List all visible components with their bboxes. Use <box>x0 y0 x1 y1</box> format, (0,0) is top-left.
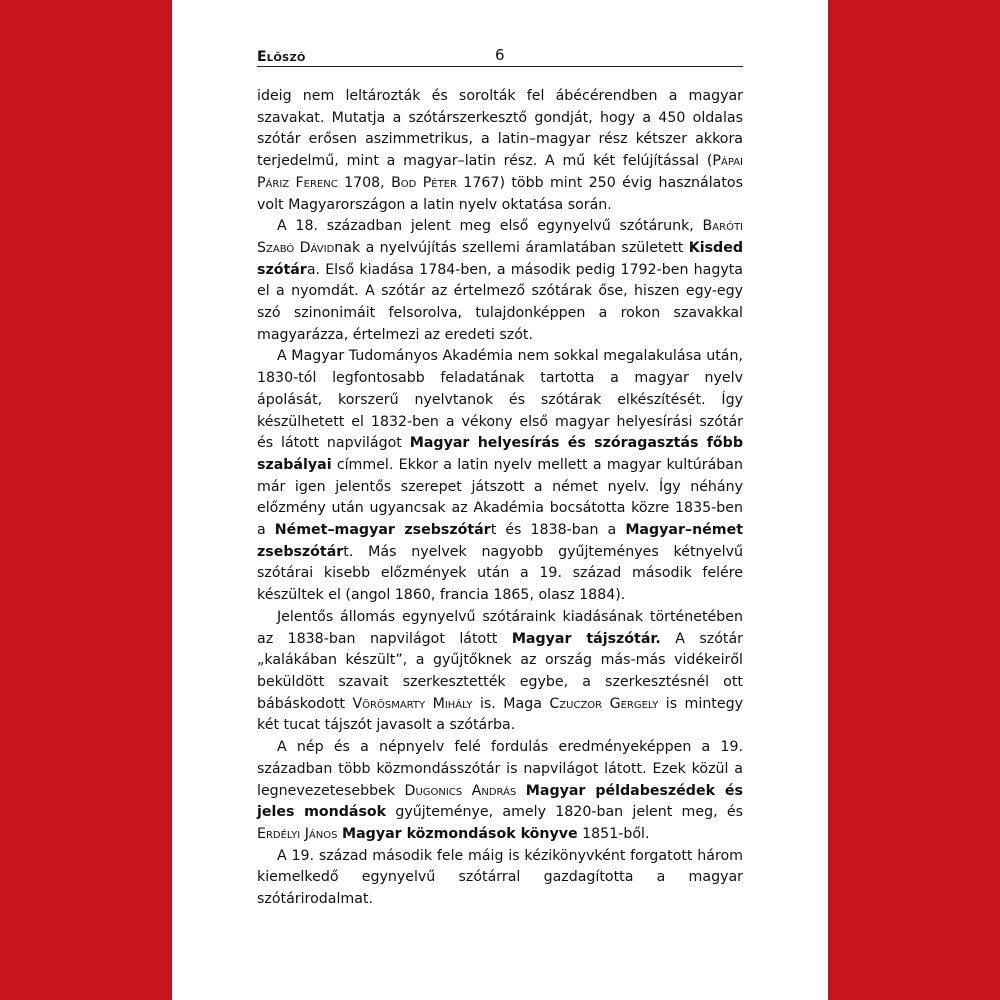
author-name: Czuczor Gergely <box>549 695 659 712</box>
section-title: Előszó <box>257 49 306 65</box>
paragraph <box>257 86 743 216</box>
running-header <box>257 46 743 67</box>
author-name: Baróti Szabó Dávid <box>257 218 743 256</box>
text-run: t. Más nyelvek nagyobb gyűjteményes kétnyelvű szótárai kisebb előzmények után a 19. század második felére készültek el (angol 1860, francia 1865, olasz 1884). <box>257 543 743 604</box>
text-run: A szótár „kalákában készült”, a gyűjtőknek az ország más-más vidékeiről beküldött szavait szerkesztették egybe, a szerkesztésnél ott bábáskodott <box>257 630 743 712</box>
text-run: is mintegy két tucat tájszót javasolt a szótárba. <box>257 695 743 734</box>
text-run: A Magyar Tudományos Akadémia nem sokkal megalakulása után, 1830-tól legfontosabb feladatának tartotta a magyar nyelv ápolását, korszerű nyelvtanok és szótárak elkészítését. Így készülhetett el 1832-ben a vékony első magyar helyesírási szótár és látott napvilágot <box>257 348 743 452</box>
book-page <box>172 0 828 1000</box>
bold-title: Magyar példabeszédek és jeles mondások <box>257 782 743 821</box>
body-text <box>257 86 743 911</box>
paragraph <box>257 846 743 911</box>
text-run: is. Maga <box>472 695 550 712</box>
author-name: Erdélyi János <box>257 825 338 842</box>
author-name: Pápai Páriz Ferenc <box>257 153 743 191</box>
text-run: nak a nyelvújítás szellemi áramlatában született <box>334 239 689 256</box>
paragraph <box>257 346 743 606</box>
text-run: 1708, <box>337 174 392 191</box>
author-name: Vörösmarty Mihály <box>352 695 473 712</box>
bold-title: Kisded szótár <box>257 239 743 278</box>
text-run: a. Első kiadása 1784-ben, a második pedig 1792-ben hagyta el a nyomdát. A szótár az értelmező szótárak őse, hiszen egy-egy szó szinonimáit felsorolva, tulajdonképpen a rokon szavakkal magyarázza, értelmezi az eredeti szót. <box>257 261 743 343</box>
text-run: Jelentős állomás egynyelvű szótáraink kiadásának történetében az 1838-ban napvilágot látott <box>257 608 743 647</box>
text-run <box>516 783 525 799</box>
text-run: A 19. század második fele máig is kézikönyvként forgatott három kiemelkedő egynyelvű szótárral gazdagította a magyar szótárirodalmat. <box>257 847 743 908</box>
bold-title: Magyar közmondások könyve <box>341 825 578 842</box>
bold-title: Német–magyar zsebszótár <box>274 522 491 539</box>
text-run: gyűjteménye, amely 1820-ban jelent meg, és <box>386 804 743 821</box>
author-name: Dugonics András <box>404 782 517 799</box>
text-run: A 18. században jelent meg első egynyelvű szótárunk, <box>277 218 703 235</box>
text-run: t és 1838-ban a <box>490 522 626 539</box>
text-run: 1851-ből. <box>577 825 650 842</box>
text-run: 1767) több mint 250 évig használatos volt Magyarországon a latin nyelv oktatása során. <box>257 174 743 213</box>
text-run: A nép és a népnyelv felé fordulás eredményeképpen a 19. században több közmondásszótár is napvilágot látott. Ezek közül a legnevezetesebbek <box>257 739 743 799</box>
bold-title: Magyar tájszótár. <box>511 630 661 647</box>
paragraph <box>257 216 743 346</box>
bold-title: Magyar–német zsebszótár <box>257 522 743 560</box>
author-name: Bod Péter <box>391 174 457 191</box>
paragraph <box>257 737 743 846</box>
text-run: címmel. Ekkor a latin nyelv mellett a magyar kultúrában már igen jelentős szerepet játszott a német nyelv. Így néhány előzmény után ugyancsak az Akadémia bocsátotta közre 1835-ben a <box>257 456 743 539</box>
page-number: 6 <box>495 46 505 64</box>
bold-title: Magyar helyesírás és szóragasztás főbb szabályai <box>257 435 743 473</box>
text-run: ideig nem leltározták és sorolták fel ábécérendben a magyar szavakat. Mutatja a szótárszerkesztő gondját, hogy a 450 oldalas szótár erősen aszimmetrikus, a latin–magyar rész kétszer akkora terjedelmű, mint a magyar–latin rész. A mű két felújítással ( <box>257 88 743 170</box>
paragraph <box>257 607 743 737</box>
